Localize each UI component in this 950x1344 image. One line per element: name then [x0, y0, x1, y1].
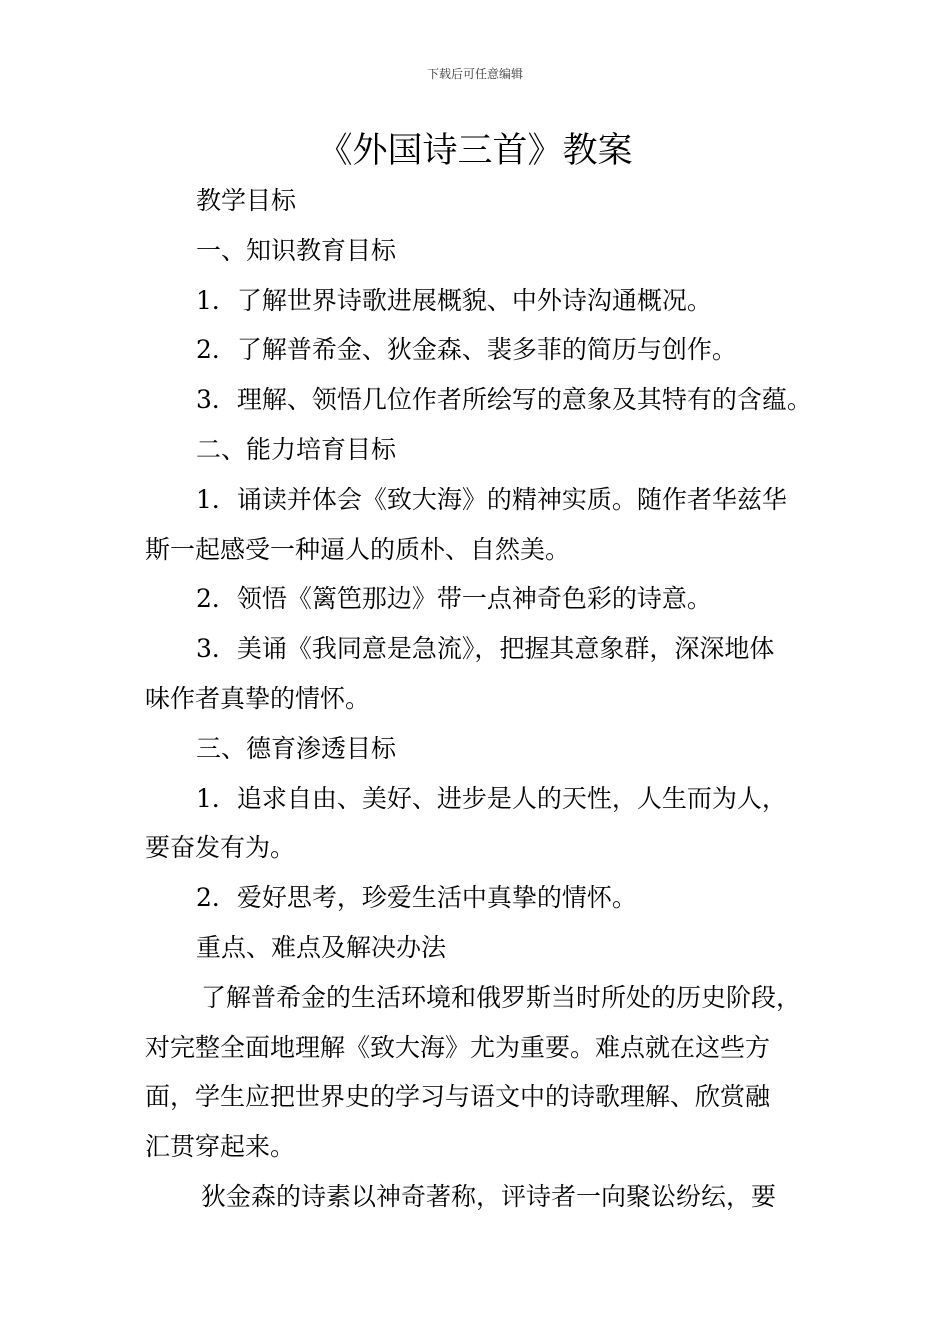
paragraph-line: 3．理解、领悟几位作者所绘写的意象及其特有的含蕴。	[196, 385, 812, 415]
subheading-ability-goals: 二、能力培育目标	[196, 434, 397, 464]
subheading-moral-goals: 三、德育渗透目标	[196, 733, 397, 763]
paragraph-line: 对完整全面地理解《致大海》尤为重要。难点就在这些方	[145, 1032, 771, 1062]
paragraph-line: 了解普希金的生活环境和俄罗斯当时所处的历史阶段，	[201, 982, 802, 1012]
paragraph-line: 斯一起感受一种逼人的质朴、自然美。	[145, 534, 571, 564]
paragraph-line: 1．了解世界诗歌进展概貌、中外诗沟通概况。	[196, 285, 712, 315]
paragraph-line: 味作者真挚的情怀。	[145, 683, 371, 713]
paragraph-line: 2．爱好思考，珍爱生活中真挚的情怀。	[196, 883, 637, 913]
document-title: 《外国诗三首》教案	[317, 131, 633, 171]
paragraph-line: 2．领悟《篱笆那边》带一点神奇色彩的诗意。	[196, 584, 712, 614]
subheading-knowledge-goals: 一、知识教育目标	[196, 235, 397, 265]
paragraph-line: 3．美诵《我同意是急流》，把握其意象群，深深地体	[196, 634, 775, 664]
paragraph-line: 1．追求自由、美好、进步是人的天性，人生而为人，	[196, 783, 787, 813]
paragraph-line: 面，学生应把世界史的学习与语文中的诗歌理解、欣赏融	[145, 1082, 771, 1112]
section-heading-key-points: 重点、难点及解决办法	[196, 932, 447, 962]
section-heading-teaching-goals: 教学目标	[196, 186, 297, 215]
paragraph-line: 1．诵读并体会《致大海》的精神实质。随作者华兹华	[196, 484, 787, 514]
paragraph-line: 汇贯穿起来。	[145, 1132, 296, 1162]
header-note: 下载后可任意编辑	[426, 67, 523, 81]
document-body	[145, 176, 810, 1222]
paragraph-line: 狄金森的诗素以神奇著称，评诗者一向聚讼纷纭，要	[201, 1181, 777, 1211]
paragraph-line: 要奋发有为。	[145, 833, 296, 863]
paragraph-line: 2．了解普希金、狄金森、裴多菲的简历与创作。	[196, 335, 737, 365]
